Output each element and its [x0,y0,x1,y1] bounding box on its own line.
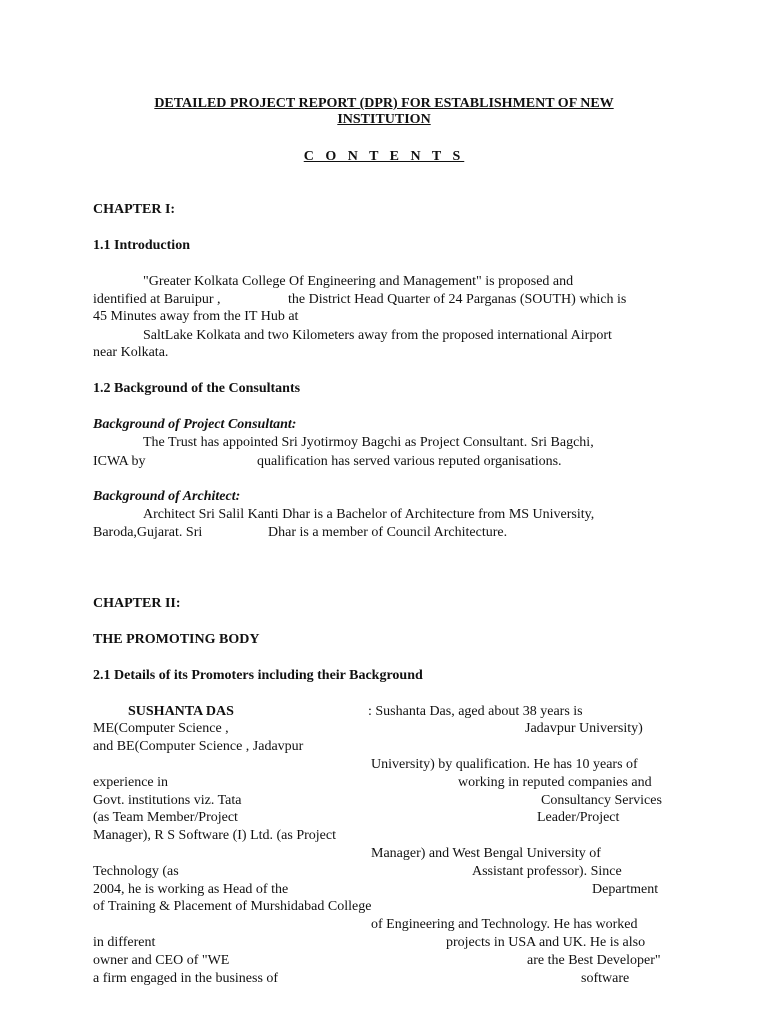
promoter-line: Jadavpur University) [525,721,643,736]
project-consultant-line: The Trust has appointed Sri Jyotirmoy Bagchi as Project Consultant. Sri Bagchi, [143,435,594,450]
contents-heading: C O N T E N T S [303,149,465,164]
architect-heading: Background of Architect: [93,489,241,504]
promoter-line: : Sushanta Das, aged about 38 years is [368,704,583,719]
architect-line: Baroda,Gujarat. Sri [93,525,203,540]
promoter-line: Govt. institutions viz. Tata [93,793,242,808]
project-consultant-heading: Background of Project Consultant: [93,417,297,432]
document-title-line2: INSTITUTION [337,112,431,127]
promoter-line: ME(Computer Science , [93,721,229,736]
intro-line: "Greater Kolkata College Of Engineering and Management" is proposed and [143,274,574,289]
promoter-line: Manager) and West Bengal University of [371,846,601,861]
promoter-name: SUSHANTA DAS [128,704,234,719]
intro-line: SaltLake Kolkata and two Kilometers away from the proposed international Airport [143,328,612,343]
intro-line: identified at Baruipur , [93,292,221,307]
promoter-line: Department [592,882,659,897]
promoter-line: Leader/Project [537,810,620,825]
architect-line: Dhar is a member of Council Architecture. [268,525,508,540]
chapter1-heading: CHAPTER I: [93,202,176,217]
promoter-line: a firm engaged in the business of [93,971,279,986]
chapter2-heading: CHAPTER II: [93,596,181,611]
architect-line: Architect Sri Salil Kanti Dhar is a Bachelor of Architecture from MS University, [143,507,595,522]
promoter-line: (as Team Member/Project [93,810,238,825]
promoter-line: University) by qualification. He has 10 years of [371,757,638,772]
promoter-line: are the Best Developer" [527,953,661,968]
promoter-line: and BE(Computer Science , Jadavpur [93,739,304,754]
promoter-line: Technology (as [93,864,179,879]
intro-line: near Kolkata. [93,345,169,360]
promoter-line: Manager), R S Software (I) Ltd. (as Project [93,828,336,843]
promoter-line: working in reputed companies and [458,775,652,790]
project-consultant-line: qualification has served various reputed organisations. [257,454,562,469]
project-consultant-line: ICWA by [93,454,146,469]
promoter-line: software [581,971,630,986]
promoter-line: projects in USA and UK. He is also [446,935,646,950]
promoters-heading: 2.1 Details of its Promoters including their Background [93,668,423,683]
promoter-line: Assistant professor). Since [472,864,622,879]
document-title-line1: DETAILED PROJECT REPORT (DPR) FOR ESTABLISHMENT OF NEW [154,96,614,111]
intro-line: the District Head Quarter of 24 Parganas (SOUTH) which is [288,292,627,307]
promoter-line: Consultancy Services [541,793,662,808]
promoter-line: in different [93,935,156,950]
promoter-line: experience in [93,775,169,790]
promoter-line: of Training & Placement of Murshidabad College [93,899,372,914]
promoting-body-heading: THE PROMOTING BODY [93,632,260,647]
introduction-heading: 1.1 Introduction [93,238,190,253]
promoter-line: of Engineering and Technology. He has worked [371,917,638,932]
promoter-line: owner and CEO of "WE [93,953,230,968]
intro-line: 45 Minutes away from the IT Hub at [93,309,299,324]
promoter-line: 2004, he is working as Head of the [93,882,289,897]
consultants-heading: 1.2 Background of the Consultants [93,381,301,396]
